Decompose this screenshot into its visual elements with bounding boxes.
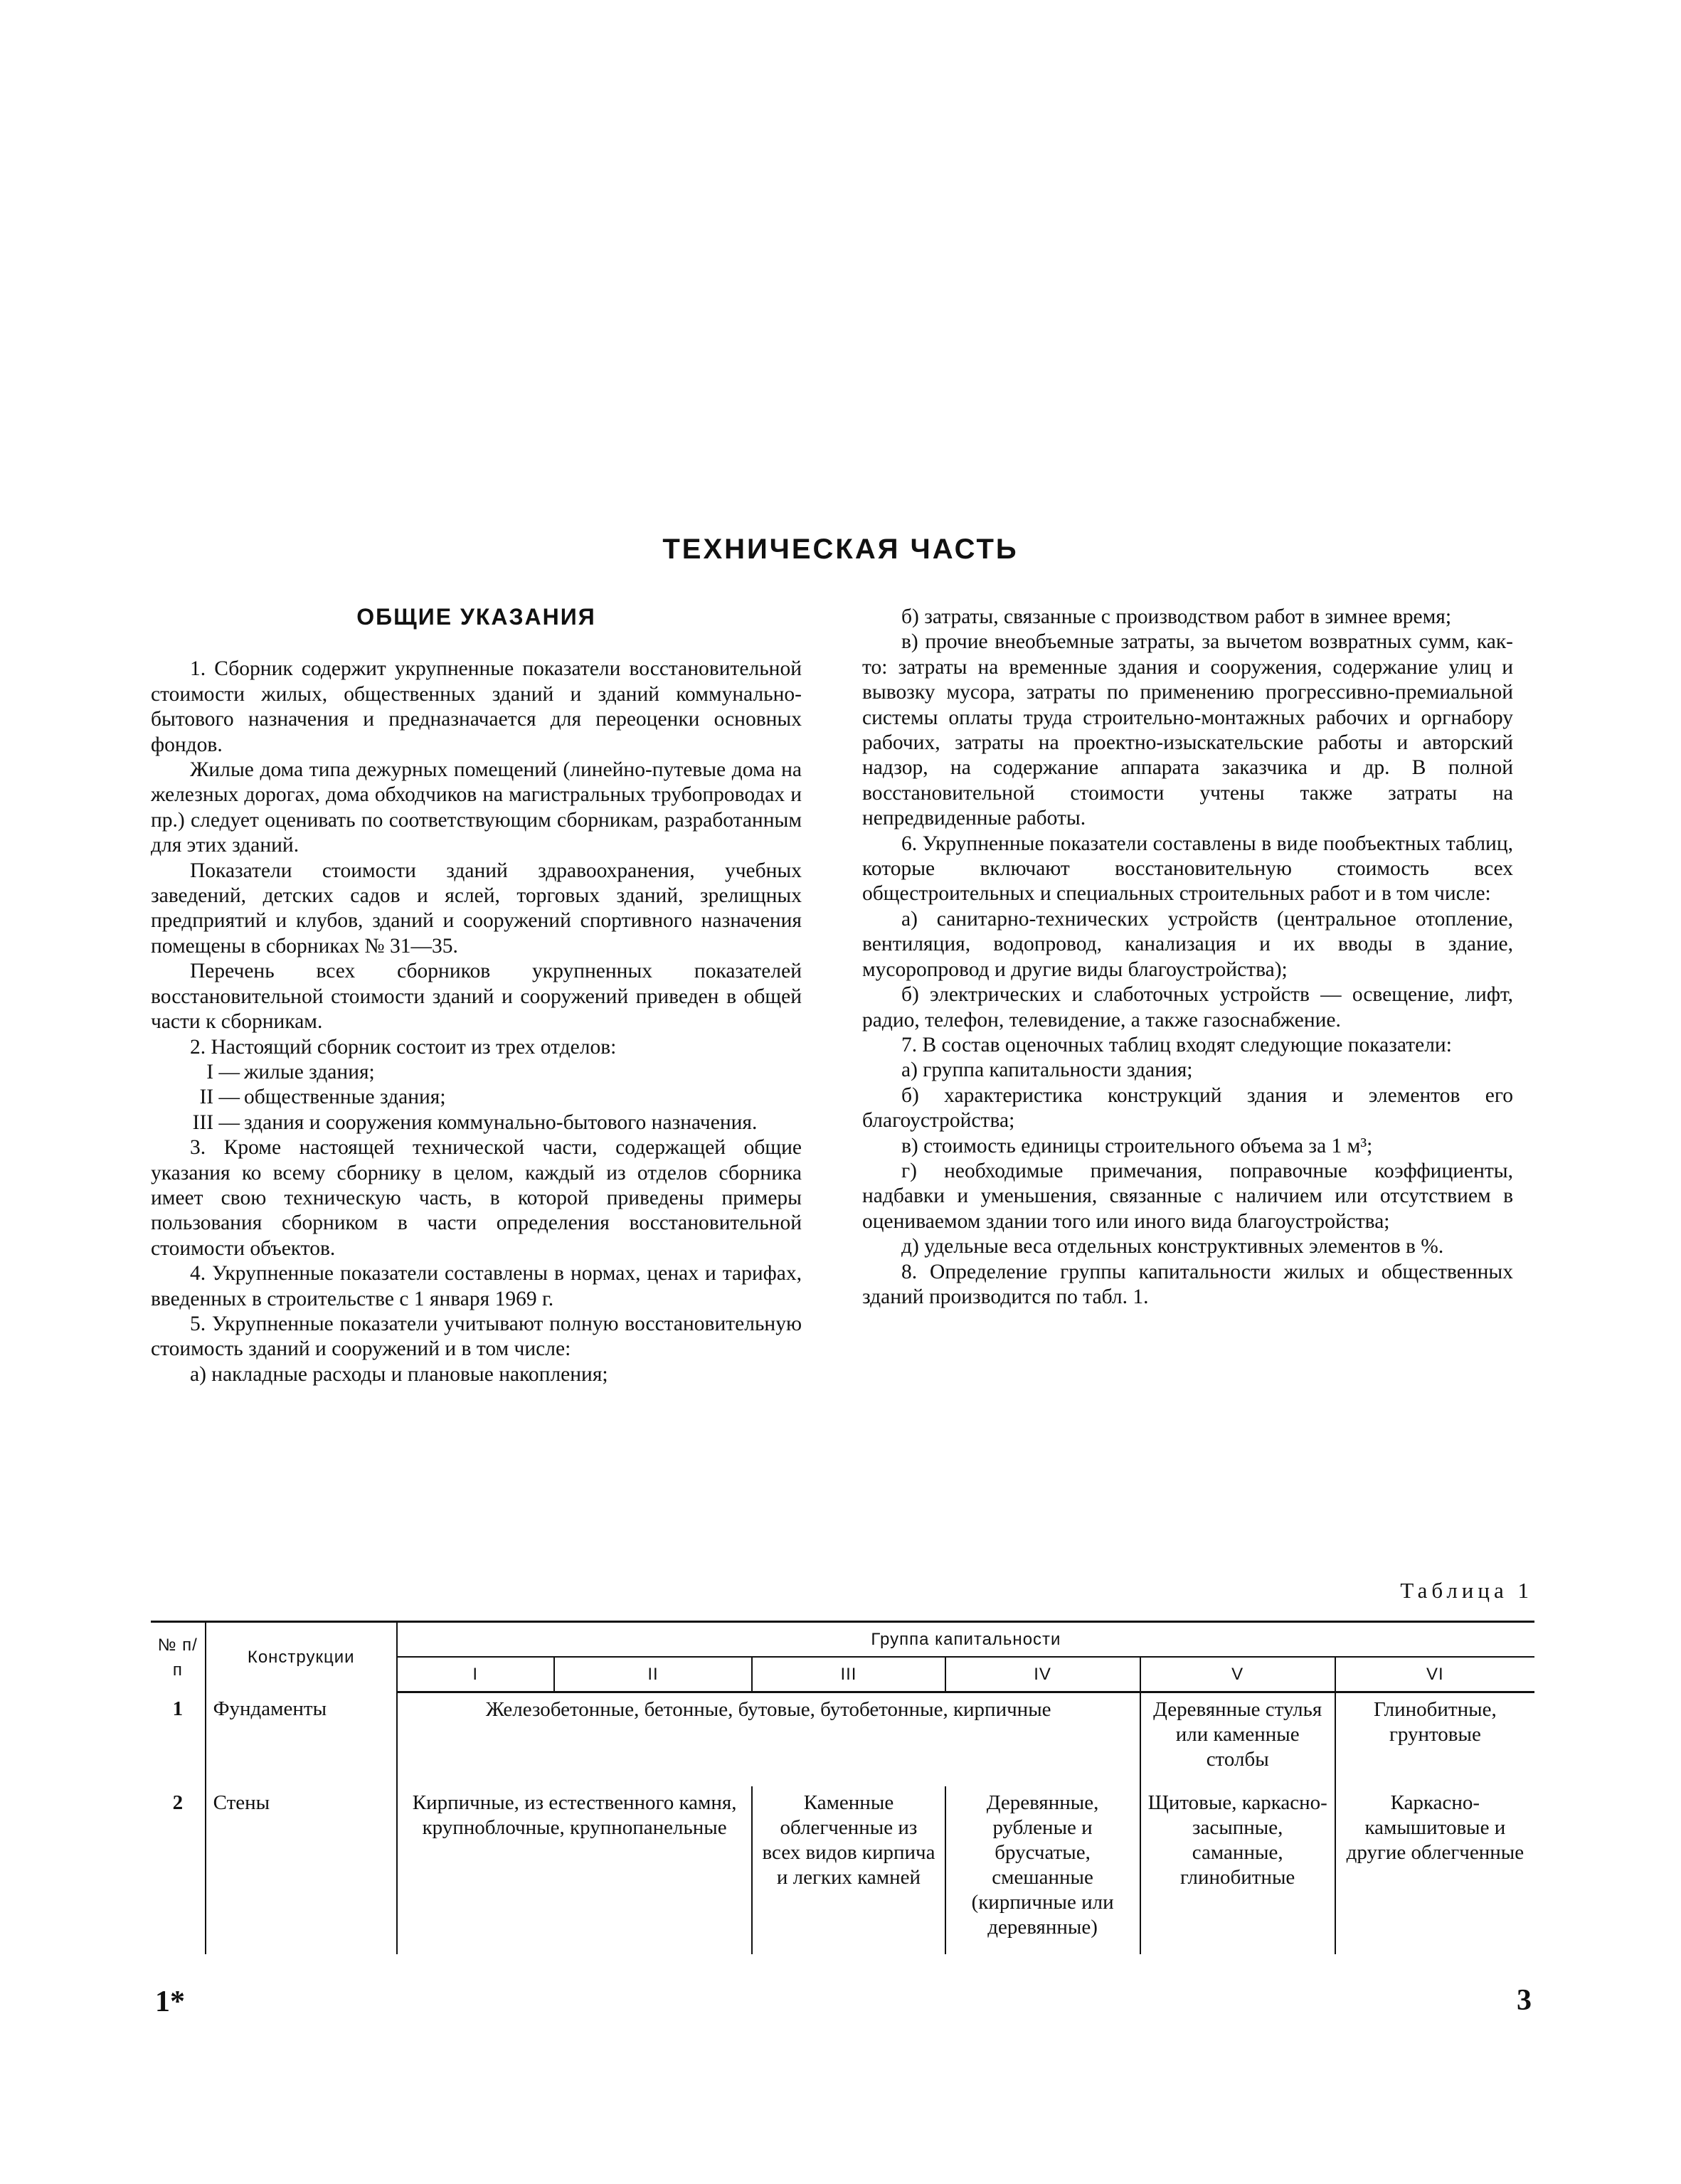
paragraph: а) накладные расходы и плановые накопления;: [190, 1362, 608, 1386]
row-number: 1: [172, 1697, 184, 1720]
department-number: II —: [199, 1086, 240, 1109]
paragraph: 7. В состав оценочных таблиц входят следующие показатели:: [901, 1033, 1452, 1056]
col-construction-header: Конструкции: [206, 1622, 397, 1692]
paragraph: б) характеристика конструкций здания и элементов его благоустройства;: [862, 1083, 1513, 1133]
paragraph: д) удельные веса отдельных конструктивных элементов в %.: [901, 1235, 1444, 1258]
cell-group-5: Щитовые, каркасно-засыпные, саманные, глинобитные: [1140, 1786, 1335, 1954]
paragraph: 4. Укрупненные показатели составлены в нормах, ценах и тарифах, введенных в строительстве с 1 января 1969 г.: [151, 1262, 802, 1310]
capitality-table: [151, 1621, 1534, 1954]
paragraph: г) необходимые примечания, поправочные коэффициенты, надбавки и уменьшения, связанные с наличием или отсутствием в оцениваемом здании того или иного вида благоустройства;: [862, 1159, 1513, 1233]
department-text: жилые здания;: [244, 1060, 375, 1083]
col-num-header: № п/п: [151, 1622, 206, 1692]
paragraph: б) электрических и слаботочных устройств — освещение, лифт, радио, телефон, телевидение, а также газоснабжение.: [862, 983, 1513, 1032]
row-number: 2: [172, 1791, 184, 1814]
department-number: III —: [192, 1110, 240, 1134]
group-col-header: IV: [945, 1657, 1140, 1692]
department-item: [151, 1060, 802, 1085]
table-row: [151, 1786, 1534, 1954]
paragraph: Показатели стоимости зданий здравоохранения, учебных заведений, детских садов и яслей, торговых зданий, зрелищных предприятий и клубов, зданий и сооружений спортивного назначения помещены в сборниках № 31—35.: [151, 859, 802, 958]
table-row: [151, 1692, 1534, 1787]
page-title: ТЕХНИЧЕСКАЯ ЧАСТЬ: [662, 534, 1019, 565]
group-col-header: VI: [1335, 1657, 1534, 1692]
department-number: I —: [206, 1060, 240, 1083]
cell-group-4: Деревянные, рубленые и брусчатые, смешанные (кирпичные или деревянные): [945, 1786, 1140, 1954]
section-heading: ОБЩИЕ УКАЗАНИЯ: [356, 604, 596, 630]
page-number: 3: [1517, 1984, 1532, 2017]
paragraph: а) группа капитальности здания;: [901, 1059, 1193, 1082]
signature-mark: 1*: [155, 1986, 185, 2018]
left-column: [151, 605, 802, 1387]
paragraph: 2. Настоящий сборник состоит из трех отделов:: [190, 1035, 617, 1059]
group-col-header: III: [752, 1657, 945, 1692]
cell-groups-1-4: Железобетонные, бетонные, бутовые, бутобетонные, кирпичные: [397, 1692, 1140, 1787]
group-header: Группа капитальности: [397, 1622, 1534, 1658]
row-construction: Фундаменты: [206, 1692, 397, 1787]
paragraph: Перечень всех сборников укрупненных показателей восстановительной стоимости зданий и сооружений приведен в общей части к сборникам.: [151, 960, 802, 1034]
group-col-header: V: [1140, 1657, 1335, 1692]
paragraph: в) прочие внеобъемные затраты, за вычетом возвратных сумм, как-то: затраты на временные здания и сооружения, содержание улиц и вывозку мусора, затраты по применению прогрессивно-премиальной системы оплаты труда строительно-монтажных рабочих и оргнабору рабочих, затраты на проектно-изыскательские работы и авторский надзор, на содержание аппарата заказчика и др. В полной восстановительной стоимости учтены также затраты на непредвиденные работы.: [862, 630, 1513, 830]
department-text: здания и сооружения коммунально-бытового назначения.: [244, 1110, 758, 1134]
paragraph: 6. Укрупненные показатели составлены в виде пообъектных таблиц, которые включают восстановительную стоимость всех общестроительных и специальных строительных работ и в том числе:: [862, 832, 1513, 906]
cell-group-6: Глинобитные, грунтовые: [1335, 1692, 1534, 1787]
paragraph: Жилые дома типа дежурных помещений (линейно-путевые дома на железных дорогах, дома обходчиков на магистральных трубопроводах и пр.) следует оценивать по соответствующим сборникам, разработанным для этих зданий.: [151, 758, 802, 857]
paragraph: а) санитарно-технических устройств (центральное отопление, вентиляция, водопровод, канализация и их вводы в здание, мусоропровод и другие виды благоустройства);: [862, 907, 1513, 981]
paragraph: б) затраты, связанные с производством работ в зимнее время;: [901, 605, 1452, 628]
paragraph: 1. Сборник содержит укрупненные показатели восстановительной стоимости жилых, общественных зданий и зданий коммунально-бытового назначения и предназначается для переоценки основных фондов.: [151, 657, 802, 756]
cell-group-6: Каркасно-камышитовые и другие облегченные: [1335, 1786, 1534, 1954]
group-col-header: II: [554, 1657, 753, 1692]
paragraph: 5. Укрупненные показатели учитывают полную восстановительную стоимость зданий и сооружений и в том числе:: [151, 1312, 802, 1361]
table-label: Таблица 1: [1400, 1578, 1533, 1603]
department-item: [151, 1110, 802, 1135]
cell-group-5: Деревянные стулья или каменные столбы: [1140, 1692, 1335, 1787]
department-text: общественные здания;: [244, 1086, 446, 1109]
right-column: [862, 605, 1513, 1310]
row-construction: Стены: [206, 1786, 397, 1954]
paragraph: в) стоимость единицы строительного объема за 1 м³;: [901, 1134, 1373, 1157]
department-item: [151, 1085, 802, 1110]
department-list: [151, 1060, 802, 1135]
paragraph: 8. Определение группы капитальности жилых и общественных зданий производится по табл. 1.: [862, 1260, 1513, 1308]
paragraph: 3. Кроме настоящей технической части, содержащей общие указания ко всему сборнику в целом, каждый из отделов сборника имеет свою техническую часть, в которой приведены примеры пользования сборником в части определения восстановительной стоимости объектов.: [151, 1136, 802, 1260]
cell-groups-1-2: Кирпичные, из естественного камня, крупноблочные, крупнопанельные: [397, 1786, 753, 1954]
group-col-header: I: [397, 1657, 554, 1692]
cell-group-3: Каменные облегченные из всех видов кирпича и легких камней: [752, 1786, 945, 1954]
